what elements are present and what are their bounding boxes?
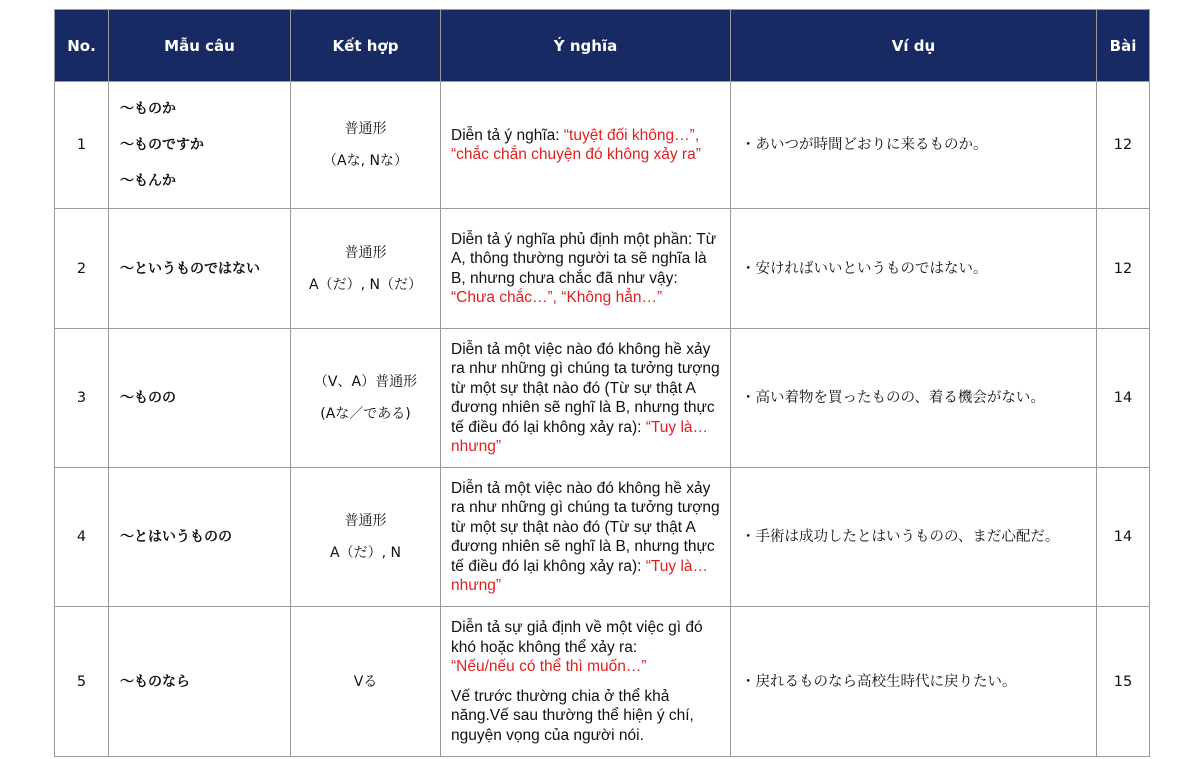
combination-cell bbox=[291, 82, 441, 209]
meaning-note: Vế trước thường chia ở thể khả năng.Vế sau thường thể hiện ý chí, nguyện vọng của người nói. bbox=[451, 687, 694, 744]
lesson-number: 14 bbox=[1097, 468, 1150, 607]
meaning-highlight: “tuyệt đối không…”, “chắc chắn chuyện đó không xảy ra” bbox=[451, 126, 701, 163]
lesson-number: 14 bbox=[1097, 329, 1150, 468]
pattern-text: ～ものなら bbox=[120, 673, 190, 690]
pattern-text: ～ものか bbox=[120, 101, 176, 117]
grammar-table-container bbox=[54, 9, 1149, 753]
pattern-text: ～もんか bbox=[120, 173, 176, 189]
example-cell: ・高い着物を買ったものの、着る機会がない。 bbox=[731, 329, 1097, 468]
combination-cell bbox=[291, 607, 441, 757]
meaning-highlight: “Chưa chắc…”, “Không hẳn…” bbox=[451, 289, 663, 306]
row-number: 1 bbox=[55, 82, 109, 209]
pattern-text: ～とはいうものの bbox=[120, 529, 232, 545]
header-lesson: Bài bbox=[1097, 10, 1150, 82]
header-no: No. bbox=[55, 10, 109, 82]
example-cell: ・戻れるものなら高校生時代に戻りたい。 bbox=[731, 607, 1097, 757]
meaning-cell bbox=[441, 82, 731, 209]
lesson-number: 12 bbox=[1097, 82, 1150, 209]
combination-text: 普通形 bbox=[344, 121, 387, 137]
meaning-highlight: “Tuy là…nhưng” bbox=[451, 418, 709, 455]
row-number: 5 bbox=[55, 607, 109, 757]
pattern-cell bbox=[109, 607, 291, 757]
meaning-cell bbox=[441, 209, 731, 329]
pattern-cell bbox=[109, 209, 291, 329]
pattern-text: ～ものですか bbox=[120, 137, 204, 153]
combination-text: 普通形 bbox=[344, 244, 387, 261]
meaning-cell bbox=[441, 329, 731, 468]
combination-cell bbox=[291, 468, 441, 607]
meaning-text: Diễn tả một việc nào đó không hề xảy ra như những gì chúng ta tưởng tượng từ một sự thật nào đó (Từ sự thật A đương nhiên sẽ nghĩ là B, nhưng thực tế điều đó lại không xảy ra): bbox=[451, 479, 720, 575]
header-example: Ví dụ bbox=[731, 10, 1097, 82]
table-row bbox=[55, 607, 1150, 757]
pattern-text: ～ものの bbox=[120, 390, 176, 406]
meaning-text: Diễn tả sự giả định về một việc gì đó khó hoặc không thể xảy ra: bbox=[451, 619, 703, 656]
pattern-cell bbox=[109, 468, 291, 607]
lesson-number: 12 bbox=[1097, 209, 1150, 329]
combination-text: A（だ）, N（だ） bbox=[309, 276, 422, 293]
combination-cell bbox=[291, 209, 441, 329]
header-row bbox=[55, 10, 1150, 82]
meaning-cell bbox=[441, 468, 731, 607]
table-row bbox=[55, 82, 1150, 209]
meaning-text: Diễn tả ý nghĩa phủ định một phần: Từ A, thông thường người ta sẽ nghĩa là B, nhưng chưa chắc đã như vậy: bbox=[451, 230, 717, 287]
combination-text: （V、A）普通形 bbox=[313, 374, 418, 390]
meaning-highlight: “Nếu/nếu có thể thì muốn…” bbox=[451, 658, 647, 675]
table-row bbox=[55, 468, 1150, 607]
header-combination: Kết hợp bbox=[291, 10, 441, 82]
example-cell: ・あいつが時間どおりに来るものか。 bbox=[731, 82, 1097, 209]
pattern-cell bbox=[109, 82, 291, 209]
row-number: 3 bbox=[55, 329, 109, 468]
pattern-text: ～というものではない bbox=[120, 260, 260, 277]
combination-text: 普通形 bbox=[344, 513, 387, 529]
combination-text: (Aな／である) bbox=[320, 406, 411, 422]
row-number: 4 bbox=[55, 468, 109, 607]
meaning-cell bbox=[441, 607, 731, 757]
example-cell: ・安ければいいというものではない。 bbox=[731, 209, 1097, 329]
header-meaning: Ý nghĩa bbox=[441, 10, 731, 82]
pattern-cell bbox=[109, 329, 291, 468]
header-pattern: Mẫu câu bbox=[109, 10, 291, 82]
lesson-number: 15 bbox=[1097, 607, 1150, 757]
table-row bbox=[55, 209, 1150, 329]
combination-text: （Aな, Nな） bbox=[323, 153, 408, 169]
row-number: 2 bbox=[55, 209, 109, 329]
combination-text: A（だ）, N bbox=[330, 545, 401, 561]
combination-cell bbox=[291, 329, 441, 468]
meaning-text: Diễn tả ý nghĩa: bbox=[451, 126, 564, 144]
table-row bbox=[55, 329, 1150, 468]
grammar-table bbox=[54, 9, 1150, 757]
meaning-text: Diễn tả một việc nào đó không hề xảy ra như những gì chúng ta tưởng tượng từ một sự thật nào đó (Từ sự thật A đương nhiên sẽ nghĩ là B, nhưng thực tế điều đó lại không xảy ra): bbox=[451, 340, 720, 436]
combination-text: Vる bbox=[353, 673, 378, 690]
example-cell: ・手術は成功したとはいうものの、まだ心配だ。 bbox=[731, 468, 1097, 607]
meaning-highlight: “Tuy là…nhưng” bbox=[451, 557, 709, 594]
